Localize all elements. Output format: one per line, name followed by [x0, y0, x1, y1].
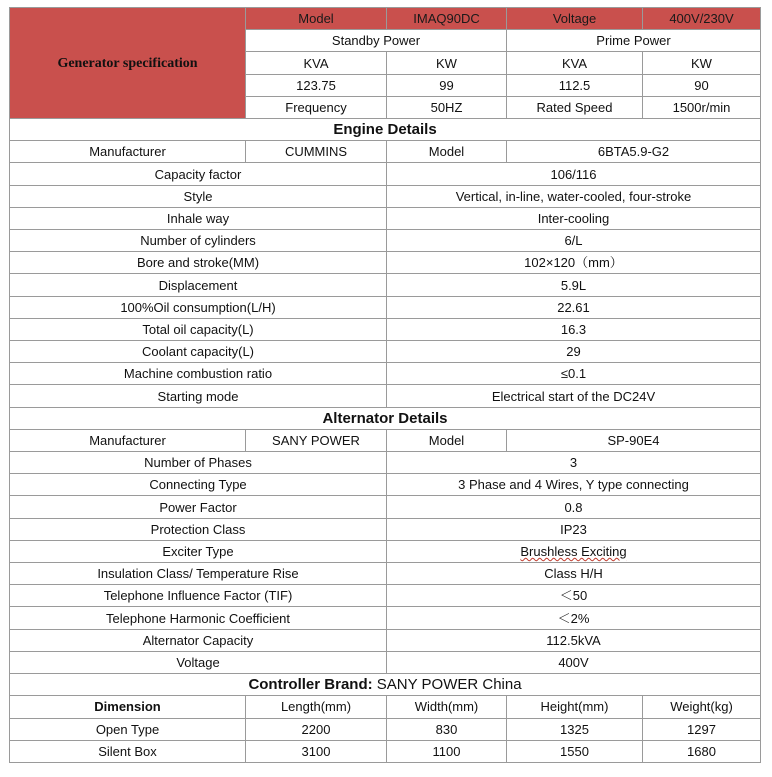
standby-kw-value: 99 — [387, 74, 507, 96]
engine-row-label: Displacement — [10, 274, 387, 296]
engine-row-label: Machine combustion ratio — [10, 363, 387, 385]
standby-kw-label: KW — [387, 52, 507, 74]
alternator-manufacturer-value: SANY POWER — [246, 429, 387, 451]
model-value: IMAQ90DC — [387, 8, 507, 30]
alternator-row-label: Exciter Type — [10, 540, 387, 562]
alternator-row-value: IP23 — [387, 518, 761, 540]
standby-kva-label: KVA — [246, 52, 387, 74]
width-value: 830 — [387, 718, 507, 740]
engine-row-label: 100%Oil consumption(L/H) — [10, 296, 387, 318]
prime-kw-label: KW — [643, 52, 761, 74]
alternator-model-label: Model — [387, 429, 507, 451]
table-row — [10, 452, 761, 474]
alternator-row-value: ＜2% — [387, 607, 761, 629]
engine-row-label: Inhale way — [10, 207, 387, 229]
length-value: 3100 — [246, 740, 387, 762]
alternator-row-value: 0.8 — [387, 496, 761, 518]
table-row — [10, 163, 761, 185]
table-row — [10, 740, 761, 762]
engine-row-value: 106/116 — [387, 163, 761, 185]
weight-header: Weight(kg) — [643, 696, 761, 718]
table-row — [10, 296, 761, 318]
width-value: 1100 — [387, 740, 507, 762]
frequency-value: 50HZ — [387, 96, 507, 118]
dimension-header: Dimension — [10, 696, 246, 718]
table-row — [10, 341, 761, 363]
table-row — [10, 207, 761, 229]
alternator-row-value: Class H/H — [387, 563, 761, 585]
table-row — [10, 496, 761, 518]
voltage-value: 400V/230V — [643, 8, 761, 30]
table-row — [10, 185, 761, 207]
controller-brand — [10, 674, 761, 696]
dimension-type: Open Type — [10, 718, 246, 740]
alternator-row-label: Alternator Capacity — [10, 629, 387, 651]
exciter-type-value: Brushless Exciting — [520, 543, 627, 559]
prime-kva-value: 112.5 — [507, 74, 643, 96]
weight-value: 1297 — [643, 718, 761, 740]
table-row — [10, 718, 761, 740]
generator-spec-title: Generator specification — [10, 8, 246, 119]
width-header: Width(mm) — [387, 696, 507, 718]
alternator-section-header — [10, 407, 761, 429]
dimension-header-row — [10, 696, 761, 718]
alternator-model-value: SP-90E4 — [507, 429, 761, 451]
table-row — [10, 585, 761, 607]
alternator-row-value: 3 — [387, 452, 761, 474]
height-value: 1550 — [507, 740, 643, 762]
engine-section-header — [10, 119, 761, 141]
dimension-type: Silent Box — [10, 740, 246, 762]
height-value: 1325 — [507, 718, 643, 740]
generator-spec-table — [9, 7, 761, 763]
engine-row-value: 6/L — [387, 230, 761, 252]
standby-kva-value: 123.75 — [246, 74, 387, 96]
engine-manufacturer-label: Manufacturer — [10, 141, 246, 163]
engine-manufacturer-row — [10, 141, 761, 163]
frequency-label: Frequency — [246, 96, 387, 118]
engine-row-value: 5.9L — [387, 274, 761, 296]
alternator-row-label: Number of Phases — [10, 452, 387, 474]
header-row-model — [10, 8, 761, 30]
alternator-row-label: Connecting Type — [10, 474, 387, 496]
engine-row-value: 102×120（mm） — [387, 252, 761, 274]
controller-brand-label: Controller Brand: — [248, 676, 373, 694]
alternator-row-label: Telephone Harmonic Coefficient — [10, 607, 387, 629]
alternator-row-value: 112.5kVA — [387, 629, 761, 651]
height-header: Height(mm) — [507, 696, 643, 718]
engine-row-value: Vertical, in-line, water-cooled, four-stroke — [387, 185, 761, 207]
alternator-details-title: Alternator Details — [10, 407, 761, 429]
table-row — [10, 274, 761, 296]
engine-row-label: Bore and stroke(MM) — [10, 252, 387, 274]
engine-row-label: Capacity factor — [10, 163, 387, 185]
alternator-manufacturer-row — [10, 429, 761, 451]
table-row — [10, 651, 761, 673]
engine-model-label: Model — [387, 141, 507, 163]
engine-model-value: 6BTA5.9-G2 — [507, 141, 761, 163]
prime-power-label: Prime Power — [507, 30, 761, 52]
model-label: Model — [246, 8, 387, 30]
engine-row-label: Coolant capacity(L) — [10, 341, 387, 363]
alternator-row-value: 3 Phase and 4 Wires, Y type connecting — [387, 474, 761, 496]
alternator-row-value: ＜50 — [387, 585, 761, 607]
alternator-row-label: Voltage — [10, 651, 387, 673]
rated-speed-label: Rated Speed — [507, 96, 643, 118]
length-value: 2200 — [246, 718, 387, 740]
engine-row-label: Starting mode — [10, 385, 387, 407]
length-header: Length(mm) — [246, 696, 387, 718]
table-row — [10, 540, 761, 562]
engine-row-value: 22.61 — [387, 296, 761, 318]
alternator-manufacturer-label: Manufacturer — [10, 429, 246, 451]
alternator-row-label: Protection Class — [10, 518, 387, 540]
alternator-row-label: Power Factor — [10, 496, 387, 518]
table-row — [10, 474, 761, 496]
table-row — [10, 563, 761, 585]
engine-row-label: Total oil capacity(L) — [10, 318, 387, 340]
table-row — [10, 252, 761, 274]
controller-brand-value: SANY POWER China — [372, 676, 522, 694]
alternator-row-value: 400V — [387, 651, 761, 673]
engine-row-value: Inter-cooling — [387, 207, 761, 229]
weight-value: 1680 — [643, 740, 761, 762]
table-row — [10, 318, 761, 340]
engine-row-value: 29 — [387, 341, 761, 363]
voltage-label: Voltage — [507, 8, 643, 30]
standby-power-label: Standby Power — [246, 30, 507, 52]
prime-kva-label: KVA — [507, 52, 643, 74]
table-row — [10, 629, 761, 651]
table-row — [10, 385, 761, 407]
engine-row-value: ≤0.1 — [387, 363, 761, 385]
engine-row-label: Style — [10, 185, 387, 207]
engine-details-title: Engine Details — [10, 119, 761, 141]
engine-row-value: Electrical start of the DC24V — [387, 385, 761, 407]
table-row — [10, 518, 761, 540]
prime-kw-value: 90 — [643, 74, 761, 96]
alternator-row-value — [387, 540, 761, 562]
engine-row-value: 16.3 — [387, 318, 761, 340]
alternator-row-label: Telephone Influence Factor (TIF) — [10, 585, 387, 607]
table-row — [10, 363, 761, 385]
table-row — [10, 230, 761, 252]
engine-row-label: Number of cylinders — [10, 230, 387, 252]
rated-speed-value: 1500r/min — [643, 96, 761, 118]
table-row — [10, 607, 761, 629]
controller-row — [10, 674, 761, 696]
engine-manufacturer-value: CUMMINS — [246, 141, 387, 163]
alternator-row-label: Insulation Class/ Temperature Rise — [10, 563, 387, 585]
